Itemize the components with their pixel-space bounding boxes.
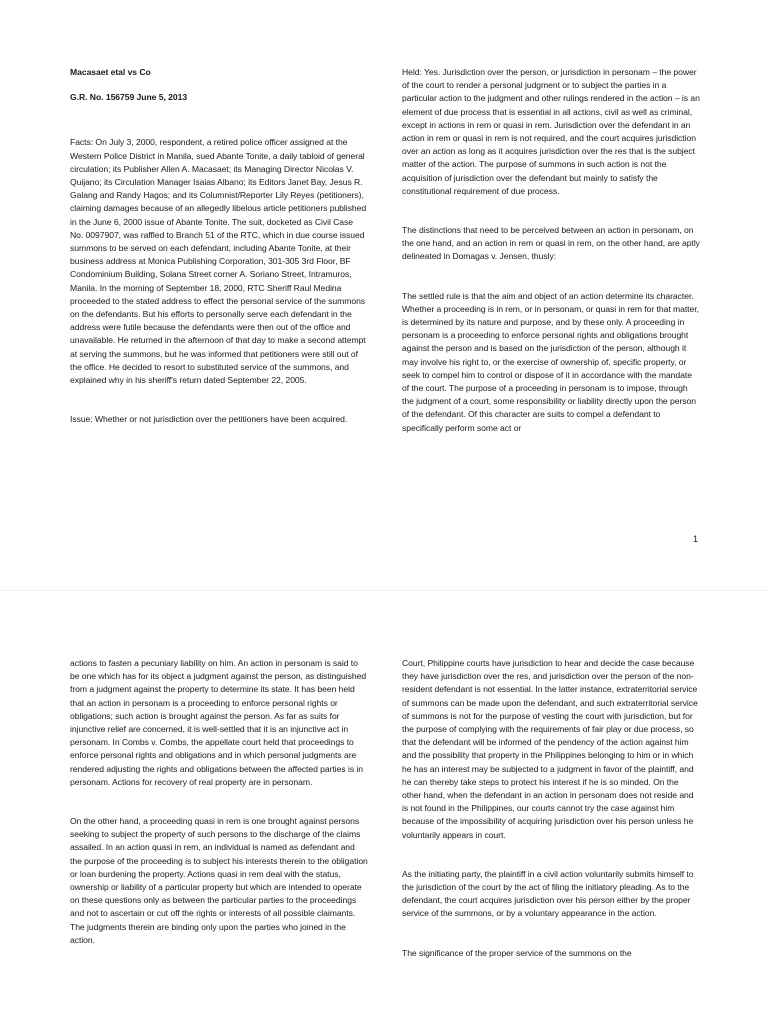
held-paragraph: Held: Yes. Jurisdiction over the person, or jurisdiction in personam – the power of the court to render a personal judgment or to subject the parties in a particular action to the judgment and other rulings rendered in the action – is an element of due process that is essential in all actions, civil as well as criminal, except in actions in rem or quasi in rem. Jurisdiction over the defendant in an action in rem or quasi in rem is not required, and the court acquires jurisdiction over an action as long as it acquires jurisdiction over the res that is the subject matter of the action. The purpose of summons in such action is not the acquisition of jurisdiction over the defendant but mainly to satisfy the constitutional requirement of due process. [402, 67, 700, 196]
cutoff-paragraph: The significance of the proper service of the summons on the [402, 947, 632, 958]
page1-left-column [70, 66, 368, 452]
initiating-party-paragraph: As the initiating party, the plaintiff in a civil action voluntarily submits himself to the jurisdiction of the court by the act of filing the initiatory pleading. As to the defendant, the court acquires jurisdiction over his person either by the proper service of the summons, or by a voluntary appearance in the action. [402, 868, 694, 919]
page1-right-column [402, 66, 700, 461]
facts-paragraph: Facts: On July 3, 2000, respondent, a retired police officer assigned at the Western Police District in Manila, sued Abante Tonite, a daily tabloid of general circulation; its Publisher Allen A. Macasaet; its Managing Director Nicolas V. Quijano; its Circulation Manager Isaias Albano; its Editors Janet Bay, Jesus R. Galang and Randy Hagos; and its Columnist/Reporter Lily Reyes (petitioners), claiming damages because of an allegedly libelous article petitioners published in the June 6, 2000 issue of Abante Tonite. The suit, docketed as Civil Case No. 0097907, was raffled to Branch 51 of the RTC, which in due course issued summons to be served on each defendant, including Abante Tonite, at their business address at Monica Publishing Corporation, 301-305 3rd Floor, BF Condominium Building, Solana Street corner A. Soriano Street, Intramuros, Manila. In the morning of September 18, 2000, RTC Sheriff Raul Medina proceeded to the stated address to effect the personal service of the summons on the defendants. But his efforts to personally serve each defendant in the address were futile because the defendants were then out of the office and unavailable. He returned in the afternoon of that day to make a second attempt at serving the summons, but he was informed that petitioners were still out of the office. He decided to resort to substituted service of the summons, and explained why in his sheriff's return dated September 22, 2005. [70, 137, 367, 386]
continuation-paragraph: actions to fasten a pecuniary liability on him. An action in personam is said to be one which has for its object a judgment against the person, as distinguished from a judgment against the property to determine its state. It has been held that an action in personam is a proceeding to enforce personal rights or obligations; such action is brought against the person. As far as suits for injunctive relief are concerned, it is well-settled that it is an injunctive act in personam. In Combs v. Combs, the appellate court held that proceedings to enforce personal rights and obligations and in which personal judgments are rendered adjusting the rights and obligations between the affected parties is in personam. Actions for recovery of real property are in personam. [70, 658, 367, 787]
case-title: Macasaet etal vs Co [70, 67, 151, 77]
distinctions-paragraph: The distinctions that need to be perceived between an action in personam, on the one hand, and an action in rem or quasi in rem, on the other hand, are aptly delineated in Domagas v. Jensen, thusly: [402, 225, 700, 262]
quasi-in-rem-paragraph: On the other hand, a proceeding quasi in rem is one brought against persons seeking to subject the property of such persons to the discharge of the claims assailed. In an action quasi in rem, an individual is named as defendant and the purpose of the proceeding is to subject his interests therein to the obligation or loan burdening the property. Actions quasi in rem deal with the status, ownership or liability of a particular property but which are intended to operate on these questions only as between the particular parties to the proceedings and not to ascertain or cut off the rights or interests of all possible claimants. The judgments therein are binding only upon the parties who joined in the action. [70, 816, 368, 945]
court-jurisdiction-paragraph: Court, Philippine courts have jurisdiction to hear and decide the case because they have jurisdiction over the res, and jurisdiction over the person of the non-resident defendant is not essential. In the latter instance, extraterritorial service of summons can be made upon the defendant, and such extraterritorial service of summons is not for the purpose of vesting the court with jurisdiction, but for the purpose of complying with the requirements of fair play or due process, so that the defendant will be informed of the pendency of the action against him and the possibility that property in the Philippines belonging to him or in which he has an interest may be subjected to a judgment in favor of the plaintiff, and he can thereby take steps to protect his interest if he is so minded. On the other hand, when the defendant in an action in personam does not reside and is not found in the Philippines, our courts cannot try the case against him because of the impossibility of acquiring jurisdiction over his person unless he voluntarily appears in court. [402, 658, 698, 840]
page2-right-column [402, 657, 700, 986]
settled-rule-paragraph: The settled rule is that the aim and object of an action determine its character. Whether a proceeding is in rem, or in personam, or quasi in rem for that matter, is determined by its nature and purpose, and by these only. A proceeding in personam is a proceeding to enforce personal rights and obligations brought against the person and is based on the jurisdiction of the person, although it may involve his right to, or the exercise of ownership of, specific property, or seek to compel him to control or dispose of it in accordance with the mandate of the court. The purpose of a proceeding in personam is to impose, through the judgment of a court, some responsibility or liability directly upon the person of the defendant. Of this character are suits to compel a defendant to specifically perform some act or [402, 290, 699, 433]
issue-paragraph: Issue: Whether or not jurisdiction over the petitioners have been acquired. [70, 414, 348, 425]
page-number: 1 [693, 534, 699, 544]
case-number: G.R. No. 156759 June 5, 2013 [70, 92, 188, 103]
page2-left-column [70, 657, 368, 973]
document-page-2 [0, 590, 768, 1025]
